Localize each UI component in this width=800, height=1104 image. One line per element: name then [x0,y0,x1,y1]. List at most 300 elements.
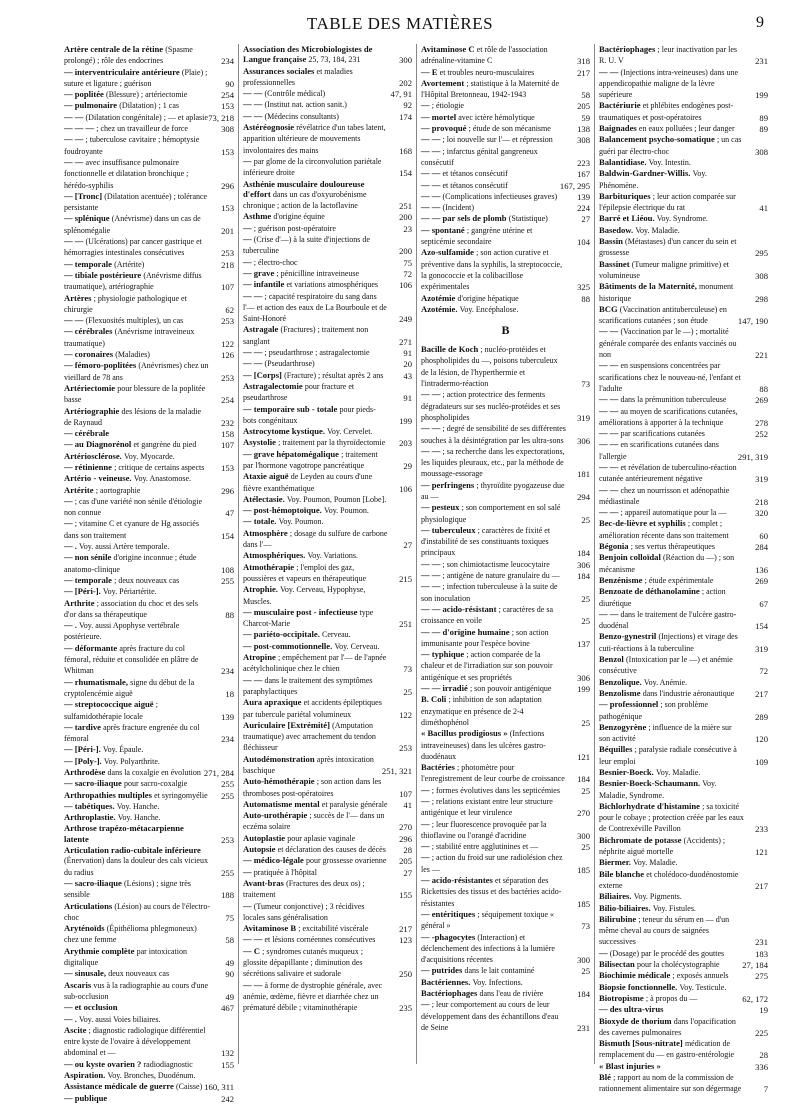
entry-text: ; influence de la mière sur son activité [599,722,732,744]
entry-page-ref: 47 [225,508,234,519]
index-entry [421,649,590,683]
index-entry [599,948,768,959]
entry-heading: — [243,900,252,911]
entry-heading: Béquilles [599,744,633,755]
entry-heading: Autoplastie [243,832,286,843]
entry-text: (Anévrisme diffus traumatique), artériographie [64,270,202,292]
entry-text: en eaux polluées ; leur danger [638,124,735,134]
entry-text: dans la coxalgie en évolution [107,768,201,777]
entry-text: et gangrène du pied [133,440,197,450]
entry-page-ref: 205 [577,101,590,112]
entry-page-ref: 336 [755,1061,768,1072]
entry-heading: Azotémie [421,292,456,303]
entry-heading: Atmosphère [243,527,288,538]
entry-text: dans le traitement de l'ulcère gastro-duodénal [599,609,737,631]
entry-page-ref: 158 [221,429,234,440]
entry-text: ; sa recherche dans les expectorations, les liquides pleuraux, etc., par la méthode de moussage-essorage [421,446,565,479]
entry-heading: — splénique [64,213,110,224]
entry-heading: — typhique [421,649,465,660]
entry-text: d'origine équine [273,212,325,222]
entry-text: ; inhibition de son adaptation enzymatique en présence de 2-4 diméthophénol [421,695,542,727]
entry-text: ; cas d'une variété non sénile d'étiologie non connue [64,496,203,518]
index-entry [64,100,234,111]
index-entry [599,236,768,259]
entry-heading: — — [64,134,84,145]
entry-text: pour fracture et pseudarthrose [243,381,355,403]
entry-text: ; dosage du sulfure de carbone dans l'— [243,528,388,550]
index-entry [243,641,412,652]
index-entry [243,234,412,257]
entry-text: dans le lait contaminé [464,966,535,976]
entry-heading: Astragale [243,324,279,335]
entry-text: Voy. Poumon, Poumon [Lobe]. [286,494,387,504]
entry-text: de Leyden au cours d'une fièvre exanthématique [243,472,373,493]
entry-text: ; empêchement par l'— de l'apnée acétylcholinique chez le chien [243,653,387,674]
entry-heading: — temporale [64,574,112,585]
entry-page-ref: 126 [221,350,234,361]
entry-text: et révélation de tuberculino-réaction cutanée antérieurement négative [599,462,737,484]
entry-heading: — — d'origine humaine [421,626,510,637]
index-entry [421,841,590,852]
entry-heading: — C [243,945,260,956]
entry-heading: Bilio-biliaires. [599,902,651,913]
entry-heading: — [243,155,252,166]
entry-page-ref: 270 [399,822,412,833]
index-entry [421,446,590,480]
entry-heading: — tibiale postérieure [64,269,142,280]
index-entry [243,505,412,516]
index-entry [243,122,412,156]
page-number: 9 [756,14,764,31]
entry-heading: — — [599,439,619,450]
entry-page-ref: 318 [577,56,590,67]
index-entry [243,607,412,630]
index-entry [421,965,590,976]
entry-text: ; à propos du — [645,993,698,1003]
index-entry [64,439,234,450]
entry-heading: — sinusale, [64,968,107,979]
entry-text: et tétanos consécutif [442,180,508,190]
entry-text: (Institut nat. action sanit.) [264,100,347,110]
index-entry [64,89,234,100]
entry-text: à forme de dystrophie générale, avec anémie, œdème, fièvre et diarrhée chez un prématuré débile ; vitaminothérapie [243,980,383,1013]
index-entry [243,516,412,527]
entry-heading: — post-hémoptoïque. [243,505,322,516]
entry-text: (Lésion) au cours de l'électro-choc [64,901,210,922]
entry-heading: Bégonia [599,541,629,552]
index-entry [64,360,234,383]
entry-page-ref: 147, 190 [737,316,768,327]
index-entry [421,581,590,604]
entry-text: ; pénicilline intraveineuse [276,268,360,278]
index-entry [421,191,590,202]
entry-heading: Avant-bras [243,877,284,888]
entry-page-ref: 154 [221,530,234,541]
entry-heading: — [Péri-]. [64,586,101,597]
index-entry [64,722,234,745]
entry-text: (Incident) [442,203,475,213]
index-entry [421,525,590,559]
entry-text: Voy. Myocarde. [123,451,175,461]
index-entry [421,683,590,694]
entry-heading: Astragalectomie [243,380,303,391]
entry-page-ref: 91 [403,348,412,359]
entry-page-ref: 67 [759,598,768,609]
index-entry [64,428,234,439]
entry-text: ; leur inactivation par les R. U. V [599,45,738,66]
entry-text: Voy. Syndrome. [656,214,708,224]
entry-page-ref: 217 [577,67,590,78]
index-entry [64,980,234,1003]
index-entry [599,970,768,981]
entry-text: Voy. aussi Apophyse vertébrale postérieure. [64,621,180,642]
entry-page-ref: 59 [581,112,590,123]
entry-page-ref: 253 [221,248,234,259]
entry-text: d'origine inconnue ; étude anatomo-clinique [64,553,197,574]
entry-page-ref: 47, 91 [390,89,412,100]
entry-text: ; excitabilité viscérale [298,924,369,934]
index-entry [599,168,768,191]
entry-heading: Bichromate de potasse [599,834,682,845]
entry-heading: Articulation radio-cubitale inférieure [64,845,201,856]
entry-page-ref: 294 [577,491,590,502]
entry-heading: — au Diagnorénol [64,439,132,450]
index-entry [64,586,234,597]
entry-page-ref: 29 [403,460,412,471]
entry-heading: — [Péri-]. [64,744,101,755]
index-entry [599,609,768,632]
entry-heading: — non sénile [64,552,112,563]
entry-page-ref: 107 [221,282,234,293]
entry-text: (Métastases) d'un cancer du sein et grossesse [599,237,737,258]
entry-text: (Infections intraveineuses) dans les ulcères gastro-duodénaux [421,729,546,761]
entry-page-ref: 235 [399,1003,412,1014]
entry-heading: — — [599,66,619,77]
entry-page-ref: 174 [399,111,412,122]
index-entry [421,988,590,999]
entry-heading: Bactériennes. [421,976,471,987]
index-entry [243,720,412,754]
entry-heading: — [Tronc] [64,190,103,201]
entry-text: et syringomyélie [154,790,208,800]
entry-heading: Biliaires. [599,891,632,902]
entry-text: dans l'opacification des cavernes pulmonaires [599,1016,736,1037]
index-entry [243,652,412,675]
index-entry [599,213,768,224]
entry-heading: Azo-sulfamide [421,247,474,258]
entry-text: et paralysie générale [321,799,388,809]
entry-heading: — — [421,168,441,179]
entry-page-ref: 255 [221,867,234,878]
entry-page-ref: 217 [755,688,768,699]
entry-heading: — — [599,484,619,495]
entry-text: et lésions cornéennes consécutives [264,935,376,945]
entry-heading: — [421,100,430,111]
entry-page-ref: 289 [755,711,768,722]
entry-heading: Bile blanche [599,868,645,879]
entry-heading: — fémoro-poplitées [64,360,137,371]
entry-heading: — [Corps] [243,369,282,380]
entry-page-ref: 242 [221,1093,234,1104]
entry-heading: Bactéries [421,762,455,773]
index-entry [64,315,234,326]
entry-page-ref: 160, 311 [204,1082,234,1093]
index-entry [599,857,768,868]
index-entry [599,778,768,801]
entry-heading: Artère centrale de la rétine [64,44,164,54]
entry-page-ref: 185 [577,864,590,875]
index-entry [421,123,590,134]
entry-page-ref: 271, 284 [203,768,234,778]
entry-heading: Atrophie. [243,584,278,595]
index-entry [64,845,234,878]
entry-heading: — — [421,179,441,190]
entry-heading: — musculaire post - infectieuse [243,606,358,617]
entry-heading: — — [421,145,441,156]
entry-text: après fracture engrenée du col fémoral [64,722,200,744]
entry-text: (Dilatation) ; 1 cas [119,101,180,111]
entry-heading: Avortement [421,77,465,88]
entry-text: (Fractures) ; traitement non sanglant [243,325,369,346]
entry-page-ref: 295 [755,248,768,259]
entry-text: ; son action immunisante pour l'espèce bovine [421,627,549,648]
entry-text: (Dilatation acentuée) ; tolérance persistante [64,191,208,213]
entry-text: 25, 73, 184, 231 [308,55,361,65]
entry-page-ref: 60 [759,530,768,541]
entry-page-ref: 308 [577,135,590,146]
entry-heading: Aspiration. [64,1070,106,1081]
entry-page-ref: 106 [399,280,412,291]
entry-text: ; leur action comparée sur l'épilepsie électrique du rat [599,191,736,213]
entry-page-ref: 139 [577,191,590,202]
entry-heading: Ascaris [64,979,92,990]
entry-page-ref: 7 [763,1084,768,1095]
entry-heading: Auriculaire [Extrémité] [243,719,330,730]
index-entry [64,699,234,722]
entry-heading: — [421,841,430,852]
entry-page-ref: 137 [577,638,590,649]
index-entry [599,462,768,485]
entry-heading: — pesteux [421,502,460,513]
entry-text: ; son action dans les thromboses post-opératoires [243,777,382,798]
entry-text: (Pseudarthrose) [264,359,315,369]
index-entry [599,123,768,134]
entry-text: Voy. Hanche. [117,813,161,823]
entry-text: ; son action curative et préventive dans la syphilis, la streptococcie, la gonococcie et la colibacillose expérimentales [421,248,563,292]
entry-text: ; étude expérimentale [644,575,714,585]
index-entry [421,44,590,67]
entry-page-ref: 218 [755,496,768,507]
index-entry [243,923,412,934]
entry-heading: — interventriculaire antérieure [64,66,180,77]
entry-heading: Blé [599,1072,611,1083]
entry-heading: B. Coli [421,694,447,705]
entry-text: et déclaration des causes de décès [277,845,386,855]
entry-page-ref: 251, 321 [381,766,412,776]
entry-heading: Asystolie [243,437,276,448]
entry-heading: Arthrite [64,597,95,608]
entry-page-ref: 183 [755,948,768,959]
index-entry [243,494,412,505]
entry-text: Voy. Épaule. [102,745,144,755]
entry-text: ; son chimiotactisme leucocytaire [442,559,550,569]
entry-page-ref: 72 [759,666,768,677]
entry-text: ; gangrène utérine et septicémie secondaire [421,225,533,247]
index-entry [64,112,234,123]
entry-page-ref: 253 [221,372,234,383]
entry-text: et variations atmosphériques [286,280,378,290]
entry-heading: — — [599,507,619,518]
entry-text: Voy. Maladie, Syndrome. [599,779,717,800]
entry-heading: Bactériophages [421,988,478,999]
index-entry [243,810,412,833]
index-entry [421,559,590,570]
index-entry [421,168,590,179]
entry-page-ref: 231 [577,1022,590,1033]
entry-text: (Spasme prolongé) ; rôle des endocrines [64,45,193,66]
entry-text: avec insuffisance pulmonaire fonctionnelle et dilatation bronchique ; hérédo-syphilis [64,157,189,190]
index-entry [599,225,768,236]
entry-heading: Bec-de-lièvre et syphilis [599,518,686,529]
entry-page-ref: 270 [577,808,590,819]
entry-page-ref: 123 [399,935,412,946]
entry-heading: — — [243,110,263,121]
index-entry [64,744,234,755]
entry-heading: Astrocytome kystique. [243,426,325,437]
entry-text: signe du début de la cryptolencémie aiguë [64,677,195,698]
entry-text: ; stabilité entre agglutinines et — [431,842,539,852]
entry-text: Voy. aussi Artère temporale. [79,542,170,552]
index-entry [64,518,234,541]
entry-heading: — — [243,674,263,685]
index-entry [64,293,234,316]
entry-page-ref: 308 [755,270,768,281]
entry-heading: Besnier-Boeck. [599,767,654,777]
index-entry [421,78,590,101]
entry-page-ref: 88 [759,383,768,394]
entry-text: pour blessure de la poplitée basse [64,383,206,405]
entry-text: ; infection tuberculeuse à la suite de son inoculation [421,582,558,603]
entry-text: pour sacro-coxalgie [124,779,188,789]
index-entry [599,1016,768,1039]
entry-text: deux nouveaux cas [108,969,170,979]
entry-heading: — — — [64,123,95,134]
entry-page-ref: 25 [581,616,590,627]
index-entry [243,833,412,844]
entry-page-ref: 221 [755,350,768,361]
index-entry [243,867,412,878]
entry-page-ref: 91 [403,393,412,404]
index-entry [64,756,234,767]
entry-text: Voy. Cervelet. [327,427,373,437]
entry-text: révélatrice d'un tabes latent, apparition ultérieure de mouvements involontaires des mains [243,123,386,155]
entry-text: (Caisse) [176,1082,203,1092]
entry-heading: — [421,852,430,863]
entry-page-ref: 138 [577,124,590,135]
entry-heading: Assistance médicale de guerre [64,1081,174,1092]
entry-text: ; ses vertus thérapeutiques [630,542,715,552]
entry-page-ref: 18 [225,688,234,699]
index-entry [421,728,590,762]
entry-text: ; diagnostic radiologique différentiel entre kyste de l'ovaire à développement abdominal et — [64,1025,206,1058]
entry-heading: — sacro-iliaque [64,778,122,789]
entry-page-ref: 90 [225,78,234,89]
index-entry [64,823,234,845]
index-entry [243,471,412,494]
entry-page-ref: 106 [399,483,412,494]
index-entry [243,946,412,980]
entry-page-ref: 306 [577,672,590,683]
entry-page-ref: 184 [577,774,590,785]
entry-heading: Balancement psycho-somatique [599,134,715,145]
entry-text: ; sulfamidothérapie locale [64,700,158,721]
entry-text: vus à la radiographie au cours d'une sub-occlusion [64,980,209,1001]
entry-text: (Flexuosités multiples), un cas [85,316,184,326]
entry-text: ; nucléo-protéides et phospholipides du —, poisons tuberculeux de la lésion, de l'hyperthermie et l'intradermo-réaction [421,345,558,389]
entry-text: ; son pouvoir antigénique [469,684,552,694]
entry-page-ref: 167, 295 [559,180,590,191]
entry-page-ref: 231 [755,937,768,948]
entry-heading: Bichlorhydrate d'histamine [599,800,700,811]
index-entry [64,778,234,789]
entry-heading: — déformante [64,642,118,653]
index-entry [599,575,768,586]
index-entry [599,801,768,835]
entry-text: Voy. Testicule. [679,982,727,992]
entry-text: (Artérite) [114,259,145,269]
entry-page-ref: 109 [755,756,768,767]
entry-text: ; caractères de fixité et d'instabilité de ses constituants toxiques principaux [421,525,551,558]
index-entry [599,959,768,970]
index-entry [64,1025,234,1059]
entry-heading: Bactériurie [599,100,641,111]
index-entry [64,1014,234,1025]
index-entry [243,347,412,358]
entry-text: ; critique de certains aspects [114,462,205,472]
entry-heading: Aryténoïds [64,923,105,934]
entry-heading: Auto-hémothérapie [243,776,315,787]
entry-heading: Bassin [599,236,623,247]
entry-text: ; vitamine C et cyanure de Hg associés dans son traitement [64,519,199,540]
entry-page-ref: 88 [225,609,234,620]
index-entry [64,1081,234,1092]
entry-page-ref: 27, 184 [742,960,768,971]
entry-heading: Benzolisme [599,687,641,698]
entry-text: ; leur fluorescence provoquée par la thioflavine ou l'orangé d'acridine [421,819,547,840]
entry-heading: Bilirubine [599,913,637,924]
entry-page-ref: 27 [581,214,590,225]
index-entry [243,844,412,855]
entry-text: Voy. Anastomose. [133,474,192,484]
entry-heading: — — [64,315,84,326]
entry-text: et phlébites endogènes post-traumatiques et post-opératoires [599,101,734,122]
entry-page-ref: 269 [755,575,768,586]
entry-heading: — — [421,134,441,145]
entry-heading: — temporaire sub - totale [243,403,338,414]
entry-page-ref: 122 [399,709,412,720]
entry-heading: — — [421,581,441,592]
entry-heading: — pariéto-occipitale. [243,629,320,640]
index-entry [599,326,768,360]
entry-page-ref: 153 [221,101,234,112]
entry-heading: BCG [599,303,618,314]
entry-text: monument historique [599,282,734,303]
entry-text: Voy. Cerveau. [334,641,380,651]
entry-text: radiodiagnostic [143,1059,193,1069]
entry-text: ; aortographie [95,485,141,495]
entry-text: pour pieds-bots congénitaux [243,404,376,425]
index-entry [243,437,412,448]
